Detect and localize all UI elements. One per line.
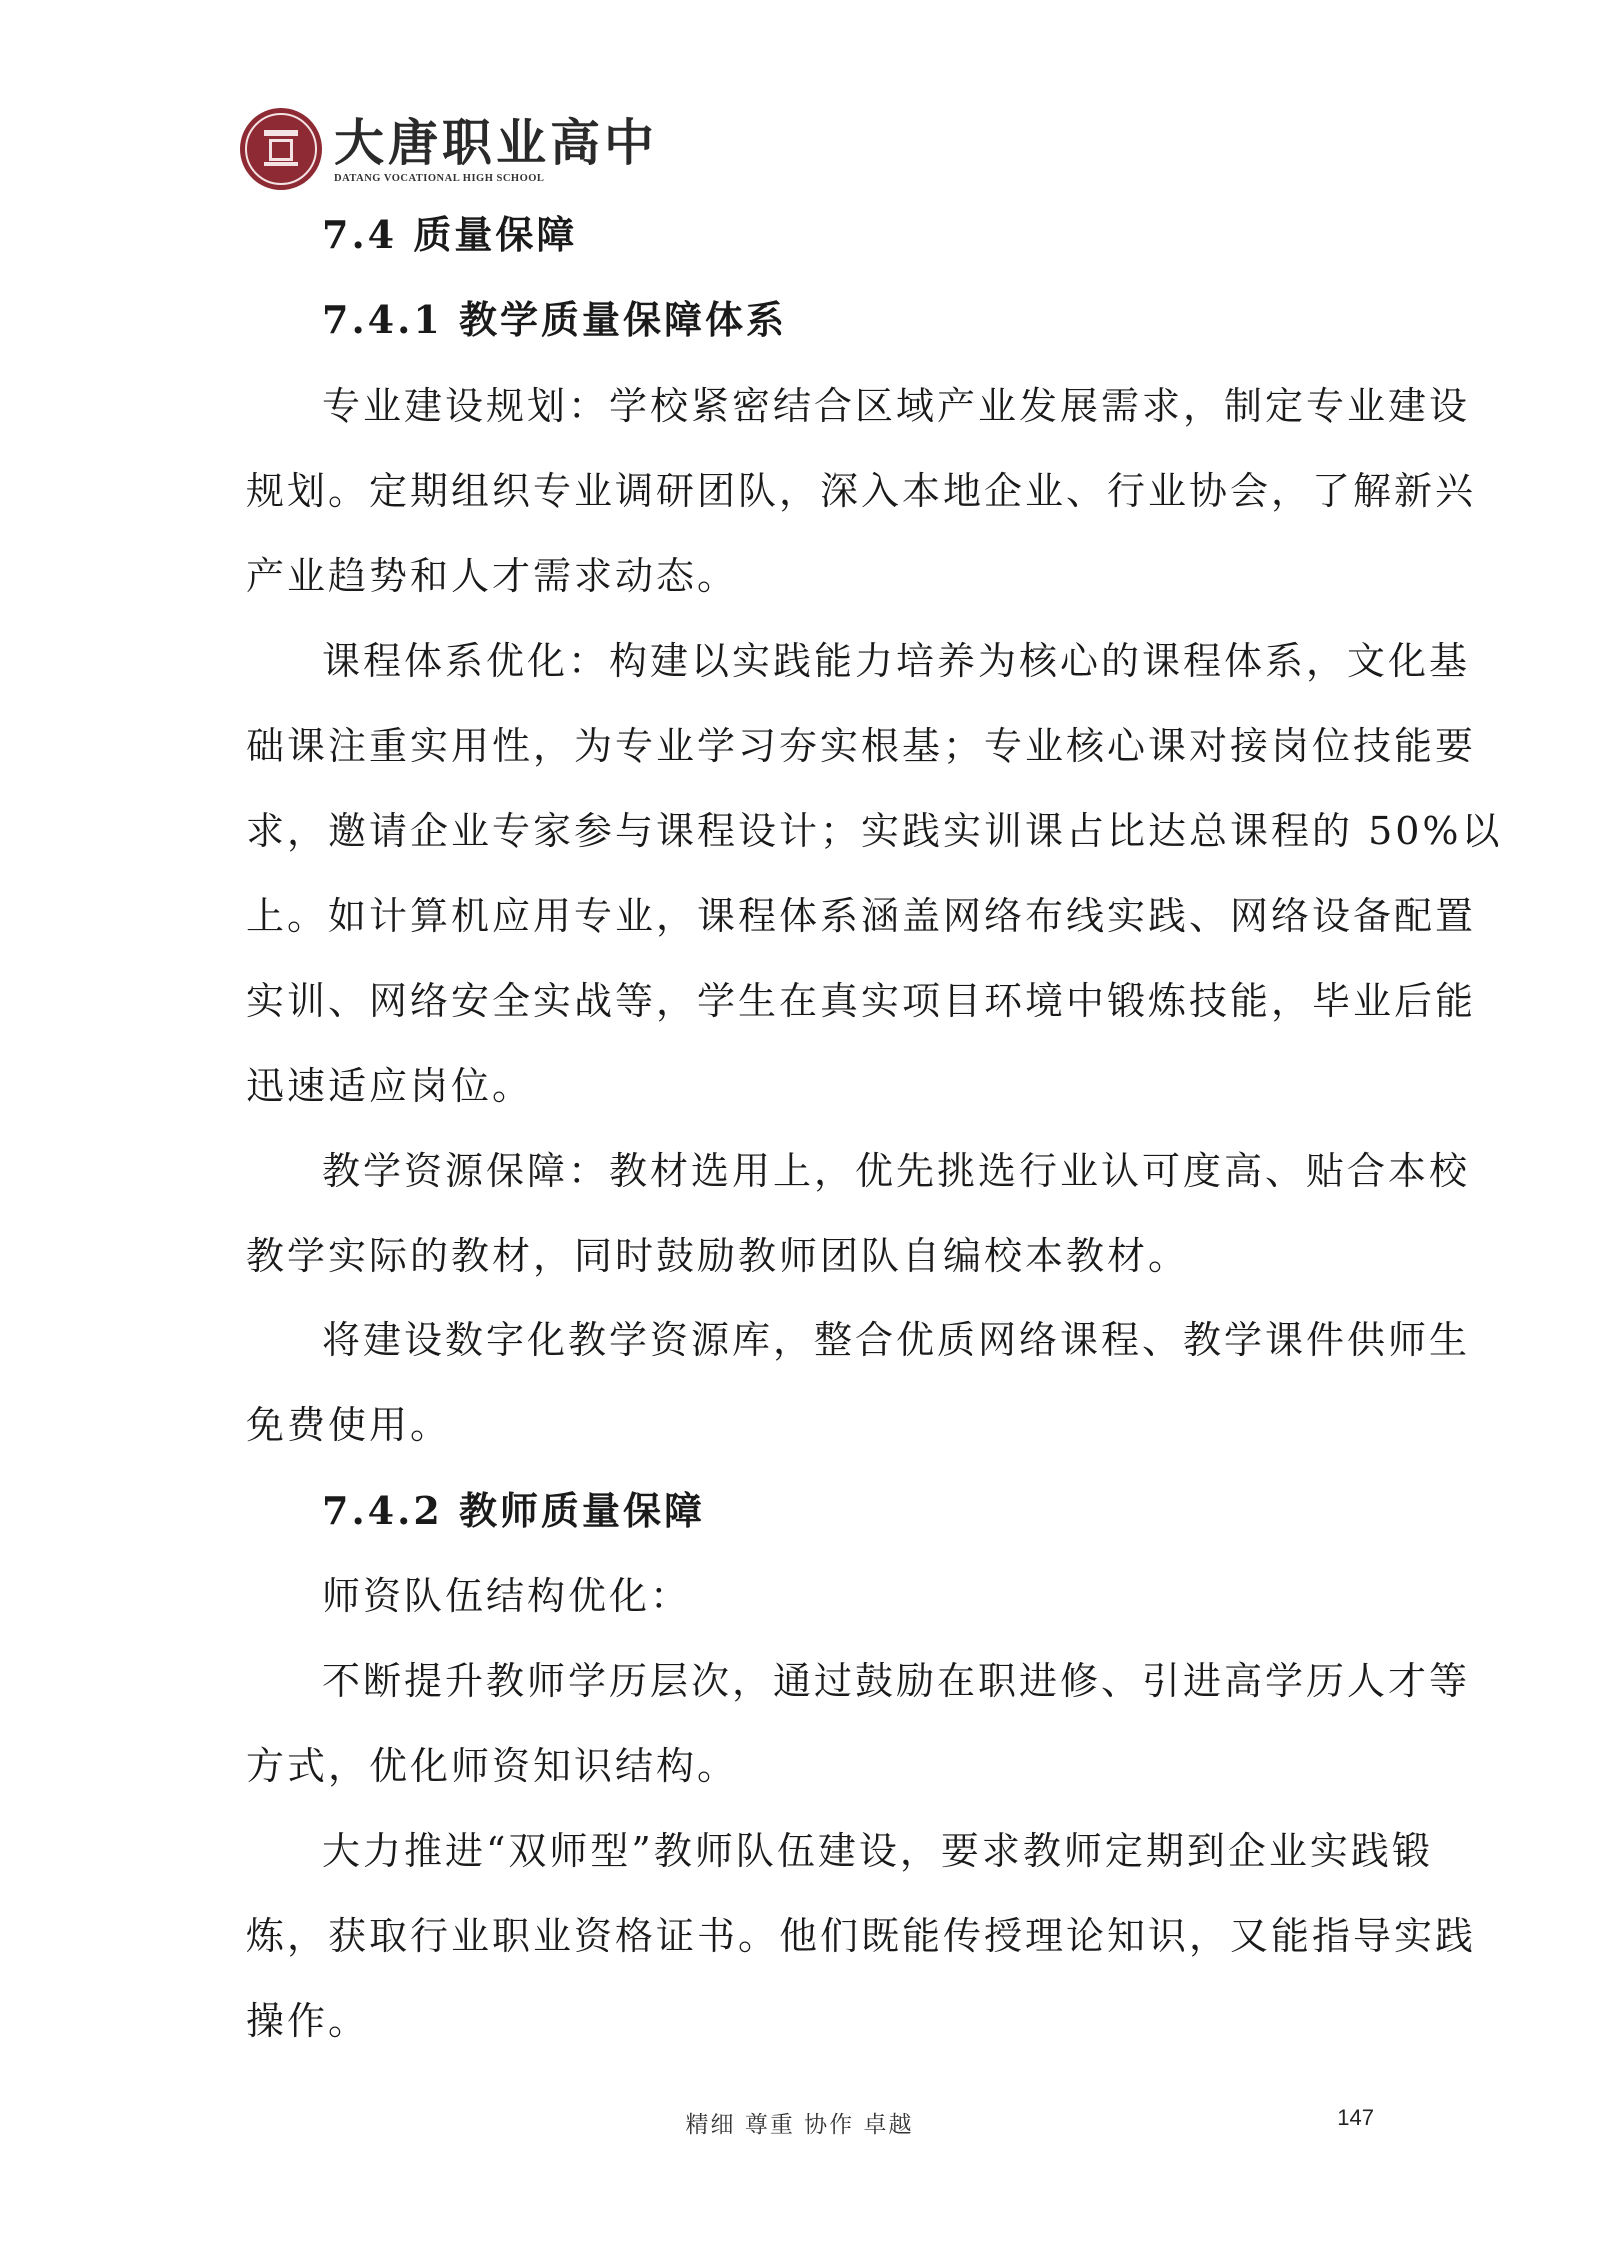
paragraph-line: 免费使用。 bbox=[246, 1403, 452, 1447]
paragraph-line: 操作。 bbox=[246, 1999, 370, 2043]
paragraph-line: 教学实际的教材，同时鼓励教师团队自编校本教材。 bbox=[246, 1234, 1190, 1278]
school-seal-icon bbox=[240, 108, 322, 190]
paragraph-line: 础课注重实用性，为专业学习夯实根基；专业核心课对接岗位技能要 bbox=[246, 724, 1477, 768]
section-heading-7-4: 7.4 质量保障 bbox=[322, 212, 578, 257]
logo-english-name: DATANG VOCATIONAL HIGH SCHOOL bbox=[334, 172, 545, 184]
section-heading-7-4-1: 7.4.1 教学质量保障体系 bbox=[322, 297, 788, 342]
paragraph-line: 师资队伍结构优化： bbox=[322, 1574, 692, 1618]
paragraph-line: 大力推进“双师型”教师队伍建设，要求教师定期到企业实践锻 bbox=[322, 1829, 1433, 1873]
page-number: 147 bbox=[1337, 2105, 1374, 2130]
paragraph-line: 教学资源保障：教材选用上，优先挑选行业认可度高、贴合本校 bbox=[322, 1149, 1471, 1193]
paragraph-line: 迅速适应岗位。 bbox=[246, 1064, 534, 1108]
paragraph-line: 求，邀请企业专家参与课程设计；实践实训课占比达总课程的 50%以 bbox=[246, 809, 1503, 853]
paragraph-line: 规划。定期组织专业调研团队，深入本地企业、行业协会，了解新兴 bbox=[246, 469, 1477, 513]
logo-chinese-name: 大唐职业高中 bbox=[334, 112, 658, 172]
paragraph-line: 将建设数字化教学资源库，整合优质网络课程、教学课件供师生 bbox=[322, 1318, 1471, 1362]
section-heading-7-4-2: 7.4.2 教师质量保障 bbox=[322, 1488, 706, 1533]
paragraph-line: 实训、网络安全实战等，学生在真实项目环境中锻炼技能，毕业后能 bbox=[246, 979, 1477, 1023]
paragraph-line: 方式，优化师资知识结构。 bbox=[246, 1744, 739, 1788]
paragraph-line: 上。如计算机应用专业，课程体系涵盖网络布线实践、网络设备配置 bbox=[246, 894, 1477, 938]
school-logo bbox=[240, 108, 658, 190]
paragraph-line: 课程体系优化：构建以实践能力培养为核心的课程体系，文化基 bbox=[322, 639, 1471, 683]
footer-motto: 精细 尊重 协作 卓越 bbox=[685, 2112, 914, 2138]
paragraph-line: 产业趋势和人才需求动态。 bbox=[246, 554, 739, 598]
paragraph-line: 不断提升教师学历层次，通过鼓励在职进修、引进高学历人才等 bbox=[322, 1659, 1471, 1703]
paragraph-line: 炼，获取行业职业资格证书。他们既能传授理论知识，又能指导实践 bbox=[246, 1914, 1477, 1958]
paragraph-line: 专业建设规划：学校紧密结合区域产业发展需求，制定专业建设 bbox=[322, 384, 1471, 428]
